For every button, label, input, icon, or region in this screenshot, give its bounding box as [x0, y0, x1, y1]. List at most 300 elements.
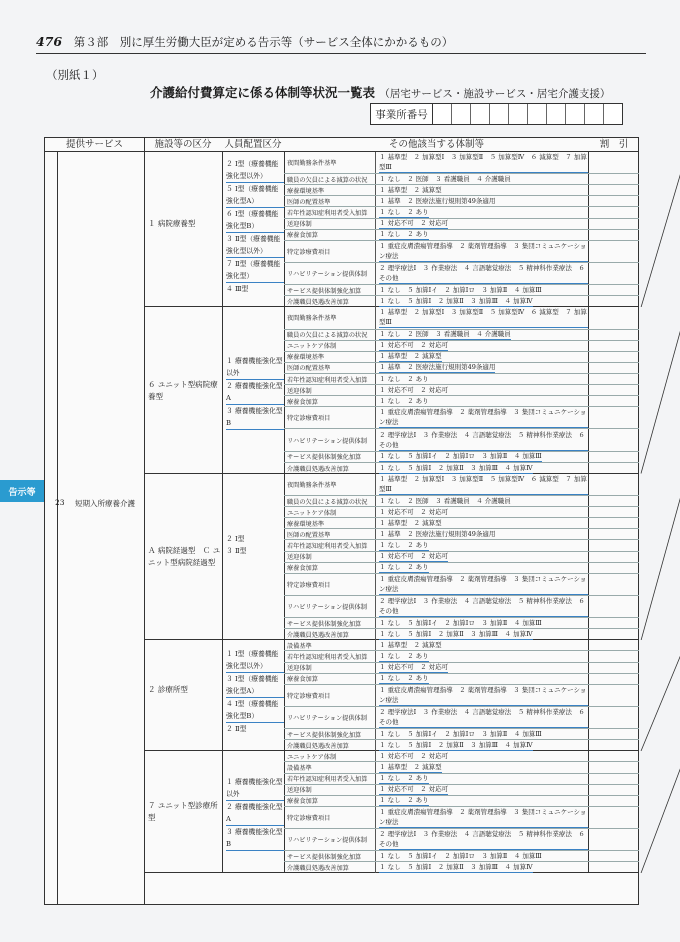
table-row — [284, 629, 639, 640]
staff-option[interactable]: ３ Ⅰ型（療養機能強化型A） — [226, 673, 284, 698]
staff-option[interactable]: ３ 療養機能強化型B — [226, 826, 284, 851]
condition-options[interactable] — [376, 341, 589, 351]
condition-name: 送迎体制 — [284, 663, 376, 673]
condition-name: リハビリテーション提供体制 — [284, 829, 376, 850]
condition-name: 若年性認知症利用者受入加算 — [284, 374, 376, 384]
table-row — [284, 685, 639, 707]
table-row — [284, 796, 639, 807]
staff-option[interactable]: １ 療養機能強化型以外 — [226, 776, 284, 801]
condition-options[interactable] — [376, 729, 589, 739]
condition-options[interactable] — [376, 396, 589, 406]
staff-option[interactable]: １ 療養機能強化型以外 — [226, 355, 284, 380]
condition-options[interactable] — [376, 596, 589, 617]
office-number-label: 事業所番号 — [371, 104, 433, 124]
condition-name: 介護職員処遇改善加算 — [284, 296, 376, 307]
options-text: １ 対応不可 ２ 対応可 — [379, 751, 449, 760]
office-number-box — [370, 103, 623, 125]
table-row — [284, 674, 639, 685]
table-row — [284, 385, 639, 396]
discount-cell[interactable] — [589, 529, 639, 539]
options-text: １ 対応不可 ２ 対応可 — [379, 785, 449, 794]
discount-slash — [639, 474, 680, 641]
discount-cell[interactable] — [589, 463, 639, 474]
table-row — [284, 330, 639, 341]
staff-options — [222, 776, 284, 851]
condition-name: 療養食加算 — [284, 563, 376, 573]
discount-cell[interactable] — [589, 307, 639, 328]
table-header — [45, 138, 638, 152]
condition-rows — [284, 640, 639, 751]
options-text: １ なし ２ 医師 ３ 看護職員 ４ 介護職員 — [379, 330, 511, 339]
table-row — [284, 374, 639, 385]
options-text: １ 基準型 ２ 加算型Ⅰ ３ 加算型Ⅱ ５ 加算型Ⅳ ６ 減算型 ７ 加算型Ⅲ — [379, 308, 587, 327]
condition-name: 設備基準 — [284, 762, 376, 772]
condition-options[interactable] — [376, 285, 589, 295]
condition-options[interactable] — [376, 663, 589, 673]
condition-name: 介護職員処遇改善加算 — [284, 740, 376, 751]
page-title — [150, 83, 610, 101]
condition-name: 介護職員処遇改善加算 — [284, 862, 376, 873]
condition-name: 送迎体制 — [284, 552, 376, 562]
discount-cell[interactable] — [589, 496, 639, 506]
condition-options[interactable] — [376, 474, 589, 495]
options-text: １ 対応不可 ２ 対応可 — [379, 385, 449, 394]
table-row — [284, 307, 639, 329]
condition-name: 医師の配置基準 — [284, 363, 376, 373]
discount-cell[interactable] — [589, 429, 639, 450]
facility-group — [144, 640, 639, 751]
condition-options[interactable] — [376, 174, 589, 184]
office-number-cell[interactable] — [566, 104, 585, 124]
condition-name: 特定診療費項目 — [284, 407, 376, 428]
condition-options[interactable] — [376, 185, 589, 195]
table-row — [284, 807, 639, 829]
facility-type: ２ 診療所型 — [148, 684, 188, 694]
condition-name: 療養食加算 — [284, 396, 376, 406]
options-text: １ 基準型 ２ 減算型 — [379, 185, 442, 194]
discount-cell[interactable] — [589, 230, 639, 240]
condition-name: 療養環境基準 — [284, 518, 376, 528]
condition-name: リハビリテーション提供体制 — [284, 707, 376, 728]
staff-option[interactable]: ２ Ⅰ型（療養機能強化型以外） — [226, 158, 284, 183]
discount-cell[interactable] — [589, 396, 639, 406]
condition-options[interactable] — [376, 330, 589, 340]
table-row — [284, 263, 639, 285]
condition-options[interactable] — [376, 463, 589, 474]
condition-name: サービス提供体制強化加算 — [284, 851, 376, 861]
condition-options[interactable] — [376, 574, 589, 595]
options-text: １ 重症皮膚潰瘍管理指導 ２ 薬剤管理指導 ３ 集団コミュニケーション療法 — [379, 408, 587, 427]
facility-group — [144, 751, 639, 873]
options-text: １ 重症皮膚潰瘍管理指導 ２ 薬剤管理指導 ３ 集団コミュニケーション療法 — [379, 685, 587, 704]
discount-cell[interactable] — [589, 219, 639, 229]
condition-options[interactable] — [376, 219, 589, 229]
discount-cell[interactable] — [589, 330, 639, 340]
options-text: １ なし ５ 加算Ⅰイ ２ 加算Ⅰロ ３ 加算Ⅱ ４ 加算Ⅲ — [379, 285, 542, 294]
facility-type: ６ ユニット型病院療養型 — [148, 379, 218, 401]
table-row — [284, 452, 639, 463]
table-row — [284, 740, 639, 751]
table-row — [284, 751, 639, 762]
discount-cell[interactable] — [589, 807, 639, 828]
table-row — [284, 407, 639, 429]
discount-cell[interactable] — [589, 407, 639, 428]
condition-name: 特定診療費項目 — [284, 241, 376, 262]
condition-options[interactable] — [376, 152, 589, 173]
table-row — [284, 219, 639, 230]
staff-option[interactable]: ２ 療養機能強化型A — [226, 380, 284, 405]
staff-option[interactable]: １ Ⅰ型（療養機能強化型以外） — [226, 648, 284, 673]
page-header — [36, 34, 646, 54]
table-row — [284, 663, 639, 674]
table-row — [284, 529, 639, 540]
service-name: 短期入所療養介護 — [75, 499, 135, 508]
condition-name: 夜間勤務条件基準 — [284, 152, 376, 173]
discount-cell[interactable] — [589, 862, 639, 873]
discount-cell[interactable] — [589, 629, 639, 640]
discount-cell[interactable] — [589, 296, 639, 307]
condition-name: 医師の配置基準 — [284, 196, 376, 206]
condition-options[interactable] — [376, 529, 589, 539]
table-row — [284, 241, 639, 263]
condition-options[interactable] — [376, 762, 589, 772]
facility-type: １ 病院療養型 — [148, 218, 196, 228]
staff-option[interactable]: ５ Ⅰ型（療養機能強化型A） — [226, 183, 284, 208]
condition-options[interactable] — [376, 307, 589, 328]
discount-cell[interactable] — [589, 774, 639, 784]
condition-name: 特定診療費項目 — [284, 807, 376, 828]
discount-cell[interactable] — [589, 263, 639, 284]
condition-options[interactable] — [376, 774, 589, 784]
staff-option[interactable]: ４ Ⅰ型（療養機能強化型B） — [226, 698, 284, 723]
condition-name: 送迎体制 — [284, 219, 376, 229]
table-row — [284, 152, 639, 174]
condition-options[interactable] — [376, 496, 589, 506]
office-number-cell[interactable] — [490, 104, 509, 124]
condition-name: 職員の欠員による減算の状況 — [284, 330, 376, 340]
options-text: ２ 理学療法Ⅰ ３ 作業療法 ４ 言語聴覚療法 ５ 精神科作業療法 ６ その他 — [379, 707, 588, 728]
condition-options[interactable] — [376, 707, 589, 728]
condition-name: 療養食加算 — [284, 796, 376, 806]
condition-name: 送迎体制 — [284, 385, 376, 395]
options-text: １ 基準型 ２ 減算型 — [379, 763, 442, 772]
condition-name: ユニットケア体制 — [284, 341, 376, 351]
condition-options[interactable] — [376, 296, 589, 307]
condition-name: サービス提供体制強化加算 — [284, 452, 376, 462]
slash-line — [641, 640, 680, 751]
discount-slash — [639, 152, 680, 307]
options-text: １ 基準 ２ 医療法施行規則第49条適用 — [379, 196, 496, 205]
table-row — [284, 651, 639, 662]
condition-options[interactable] — [376, 452, 589, 462]
condition-options[interactable] — [376, 518, 589, 528]
condition-options[interactable] — [376, 507, 589, 517]
table-row — [284, 363, 639, 374]
discount-cell[interactable] — [589, 385, 639, 395]
facility-group — [144, 307, 639, 474]
discount-cell[interactable] — [589, 518, 639, 528]
discount-cell[interactable] — [589, 785, 639, 795]
options-text: １ 基準型 ２ 加算型Ⅰ ３ 加算型Ⅱ ５ 加算型Ⅳ ６ 減算型 ７ 加算型Ⅲ — [379, 153, 587, 172]
status-table — [44, 137, 639, 905]
discount-cell[interactable] — [589, 196, 639, 206]
discount-cell[interactable] — [589, 762, 639, 772]
divider — [57, 151, 58, 904]
discount-cell[interactable] — [589, 352, 639, 362]
options-text: ２ 理学療法Ⅰ ３ 作業療法 ４ 言語聴覚療法 ５ 精神科作業療法 ６ その他 — [379, 430, 588, 451]
condition-name: リハビリテーション提供体制 — [284, 263, 376, 284]
office-number-cell[interactable] — [452, 104, 471, 124]
condition-name: 夜間勤務条件基準 — [284, 307, 376, 328]
discount-cell[interactable] — [589, 796, 639, 806]
condition-options[interactable] — [376, 785, 589, 795]
col-facility: 施設等の区分 — [154, 139, 212, 150]
discount-cell[interactable] — [589, 651, 639, 661]
options-text: １ なし ５ 加算Ⅰイ ２ 加算Ⅰロ ３ 加算Ⅱ ４ 加算Ⅲ — [379, 452, 542, 461]
condition-options[interactable] — [376, 618, 589, 628]
table-row — [284, 640, 639, 651]
attachment-label: （別紙１） — [46, 68, 104, 82]
condition-name: 夜間勤務条件基準 — [284, 474, 376, 495]
table-row — [284, 341, 639, 352]
table-row — [284, 474, 639, 496]
condition-options[interactable] — [376, 230, 589, 240]
discount-cell[interactable] — [589, 851, 639, 861]
condition-name: 特定診療費項目 — [284, 685, 376, 706]
discount-cell[interactable] — [589, 174, 639, 184]
condition-options[interactable] — [376, 207, 589, 217]
condition-rows — [284, 152, 639, 307]
staff-option[interactable]: ４ Ⅲ型 — [226, 284, 249, 293]
condition-rows — [284, 751, 639, 873]
condition-name: 職員の欠員による減算の状況 — [284, 496, 376, 506]
table-row — [284, 829, 639, 851]
condition-options[interactable] — [376, 829, 589, 850]
discount-slash — [639, 640, 680, 751]
condition-options[interactable] — [376, 352, 589, 362]
staff-option[interactable]: ６ Ⅰ型（療養機能強化型B） — [226, 208, 284, 233]
table-row — [284, 563, 639, 574]
staff-options — [222, 533, 284, 557]
table-row — [284, 396, 639, 407]
discount-cell[interactable] — [589, 540, 639, 550]
condition-options[interactable] — [376, 851, 589, 861]
table-row — [284, 862, 639, 873]
discount-cell[interactable] — [589, 618, 639, 628]
condition-options[interactable] — [376, 685, 589, 706]
table-row — [284, 762, 639, 773]
condition-name: ユニットケア体制 — [284, 507, 376, 517]
table-row — [284, 618, 639, 629]
staff-options — [222, 355, 284, 430]
condition-name: 特定診療費項目 — [284, 574, 376, 595]
options-text: １ 基準 ２ 医療法施行規則第49条適用 — [379, 363, 496, 372]
discount-slash — [639, 307, 680, 474]
discount-cell[interactable] — [589, 452, 639, 462]
office-number-cell[interactable] — [528, 104, 547, 124]
options-text: １ 対応不可 ２ 対応可 — [379, 507, 449, 516]
condition-name: 介護職員処遇改善加算 — [284, 629, 376, 640]
office-number-cell[interactable] — [433, 104, 452, 124]
options-text: １ なし ５ 加算Ⅰ ２ 加算Ⅱ ３ 加算Ⅲ ４ 加算Ⅳ — [379, 630, 533, 639]
table-row — [284, 230, 639, 241]
discount-cell[interactable] — [589, 185, 639, 195]
options-text: １ 基準型 ２ 減算型 — [379, 518, 442, 527]
condition-rows — [284, 474, 639, 640]
condition-options[interactable] — [376, 796, 589, 806]
table-row — [284, 774, 639, 785]
staff-option[interactable]: ２ 療養機能強化型A — [226, 801, 284, 826]
table-row — [284, 785, 639, 796]
discount-cell[interactable] — [589, 663, 639, 673]
condition-name: 設備基準 — [284, 640, 376, 650]
condition-name: 介護職員処遇改善加算 — [284, 463, 376, 474]
options-text: １ なし ２ あり — [379, 652, 429, 661]
title-main: 介護給付費算定に係る体制等状況一覧表 — [150, 85, 376, 100]
options-text: １ 重症皮膚潰瘍管理指導 ２ 薬剤管理指導 ３ 集団コミュニケーション療法 — [379, 807, 587, 826]
discount-cell[interactable] — [589, 740, 639, 751]
discount-cell[interactable] — [589, 707, 639, 728]
table-row — [284, 707, 639, 729]
discount-cell[interactable] — [589, 596, 639, 617]
office-number-cell[interactable] — [604, 104, 622, 124]
table-row — [284, 851, 639, 862]
discount-cell[interactable] — [589, 674, 639, 684]
condition-options[interactable] — [376, 196, 589, 206]
discount-cell[interactable] — [589, 729, 639, 739]
col-other: その他該当する体制等 — [388, 139, 484, 150]
staff-options — [222, 158, 284, 295]
table-row — [284, 196, 639, 207]
discount-cell[interactable] — [589, 285, 639, 295]
discount-cell[interactable] — [589, 363, 639, 373]
condition-options[interactable] — [376, 429, 589, 450]
options-text: １ 基準型 ２ 加算型Ⅰ ３ 加算型Ⅱ ５ 加算型Ⅳ ６ 減算型 ７ 加算型Ⅲ — [379, 474, 587, 493]
condition-name: 若年性認知症利用者受入加算 — [284, 540, 376, 550]
table-row — [284, 296, 639, 307]
slash-line — [641, 307, 680, 474]
staff-option[interactable]: ３ Ⅱ型（療養機能強化型以外） — [226, 233, 284, 258]
condition-name: リハビリテーション提供体制 — [284, 596, 376, 617]
staff-option[interactable]: ２ Ⅰ型 — [226, 535, 245, 544]
discount-cell[interactable] — [589, 474, 639, 495]
condition-options[interactable] — [376, 540, 589, 550]
options-text: １ なし ５ 加算Ⅰ ２ 加算Ⅱ ３ 加算Ⅲ ４ 加算Ⅳ — [379, 863, 533, 872]
table-row — [284, 174, 639, 185]
table-row — [284, 352, 639, 363]
options-text: １ なし ２ あり — [379, 230, 429, 239]
condition-name: 若年性認知症利用者受入加算 — [284, 774, 376, 784]
condition-name: 送迎体制 — [284, 785, 376, 795]
staff-options — [222, 648, 284, 735]
condition-name: ユニットケア体制 — [284, 751, 376, 761]
condition-options[interactable] — [376, 363, 589, 373]
discount-cell[interactable] — [589, 829, 639, 850]
condition-name: サービス提供体制強化加算 — [284, 618, 376, 628]
condition-name: 療養環境基準 — [284, 352, 376, 362]
discount-cell[interactable] — [589, 563, 639, 573]
discount-cell[interactable] — [589, 241, 639, 262]
options-text: １ 基準型 ２ 減算型 — [379, 640, 442, 649]
side-tab[interactable]: 告示等 — [0, 480, 44, 502]
options-text: １ なし ２ あり — [379, 674, 429, 683]
condition-options[interactable] — [376, 552, 589, 562]
condition-name: 職員の欠員による減算の状況 — [284, 174, 376, 184]
options-text: ２ 理学療法Ⅰ ３ 作業療法 ４ 言語聴覚療法 ５ 精神科作業療法 ６ その他 — [379, 263, 588, 284]
condition-options[interactable] — [376, 563, 589, 573]
condition-options[interactable] — [376, 807, 589, 828]
condition-options[interactable] — [376, 374, 589, 384]
condition-options[interactable] — [376, 629, 589, 640]
condition-options[interactable] — [376, 862, 589, 873]
condition-options[interactable] — [376, 674, 589, 684]
discount-cell[interactable] — [589, 207, 639, 217]
table-row — [284, 596, 639, 618]
options-text: １ なし ２ あり — [379, 541, 429, 549]
condition-options[interactable] — [376, 651, 589, 661]
condition-options[interactable] — [376, 740, 589, 751]
condition-name: 療養環境基準 — [284, 185, 376, 195]
facility-group — [144, 152, 639, 307]
table-row — [284, 185, 639, 196]
staff-option[interactable]: ３ Ⅱ型 — [226, 547, 247, 556]
table-row — [284, 518, 639, 529]
options-text: １ なし ５ 加算Ⅰイ ２ 加算Ⅰロ ３ 加算Ⅱ ４ 加算Ⅲ — [379, 729, 542, 738]
staff-option[interactable]: ２ Ⅱ型 — [226, 724, 247, 733]
table-row — [284, 285, 639, 296]
staff-option[interactable]: ７ Ⅱ型（療養機能強化型） — [226, 258, 284, 283]
col-discount: 割 引 — [599, 139, 629, 150]
office-number-cell[interactable] — [585, 104, 604, 124]
condition-name: 療養食加算 — [284, 230, 376, 240]
condition-options[interactable] — [376, 263, 589, 284]
col-staff: 人員配置区分 — [224, 139, 282, 150]
condition-options[interactable] — [376, 385, 589, 395]
slash-line — [641, 152, 680, 307]
discount-cell[interactable] — [589, 640, 639, 650]
title-sub: （居宅サービス・施設サービス・居宅介護支援） — [379, 88, 611, 100]
options-text: ２ 理学療法Ⅰ ３ 作業療法 ４ 言語聴覚療法 ５ 精神科作業療法 ６ その他 — [379, 829, 588, 850]
discount-cell[interactable] — [589, 685, 639, 706]
options-text: １ 基準 ２ 医療法施行規則第49条適用 — [379, 529, 496, 538]
discount-cell[interactable] — [589, 374, 639, 384]
page-number: 476 — [36, 34, 63, 49]
condition-options[interactable] — [376, 640, 589, 650]
discount-cell[interactable] — [589, 751, 639, 761]
slash-line — [641, 751, 680, 873]
office-number-cell[interactable] — [547, 104, 566, 124]
options-text: １ なし ２ あり — [379, 396, 429, 405]
discount-cell[interactable] — [589, 341, 639, 351]
staff-option[interactable]: ３ 療養機能強化型B — [226, 405, 284, 430]
options-text: １ 基準型 ２ 減算型 — [379, 352, 442, 361]
discount-cell[interactable] — [589, 552, 639, 562]
condition-options[interactable] — [376, 407, 589, 428]
office-number-cell[interactable] — [509, 104, 528, 124]
discount-cell[interactable] — [589, 152, 639, 173]
discount-cell[interactable] — [589, 574, 639, 595]
condition-name: リハビリテーション提供体制 — [284, 429, 376, 450]
options-text: １ 対応不可 ２ 対応可 — [379, 219, 449, 228]
condition-rows — [284, 307, 639, 473]
office-number-cell[interactable] — [471, 104, 490, 124]
discount-cell[interactable] — [589, 507, 639, 517]
options-text: １ なし ２ あり — [379, 796, 429, 805]
condition-options[interactable] — [376, 751, 589, 761]
condition-name: サービス提供体制強化加算 — [284, 285, 376, 295]
condition-options[interactable] — [376, 241, 589, 262]
col-service: 提供サービス — [65, 139, 123, 150]
